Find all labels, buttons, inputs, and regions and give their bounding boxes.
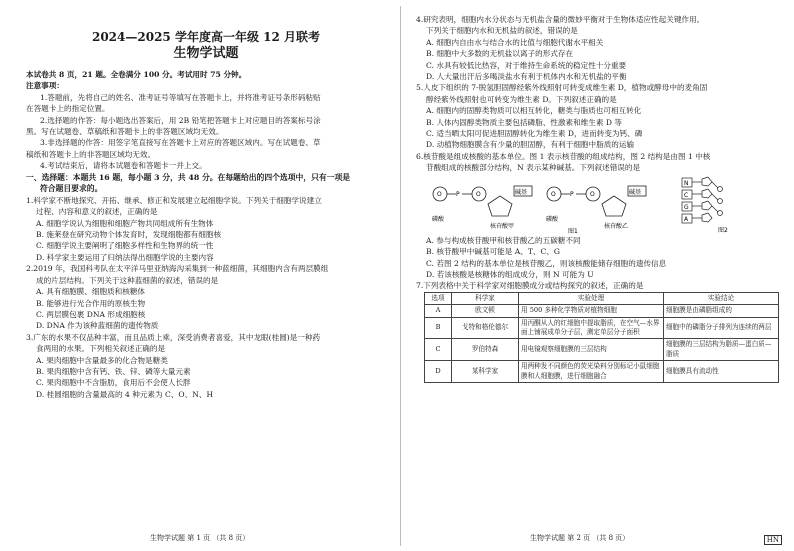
base-g-label: G: [684, 203, 689, 211]
question-5: [416, 82, 780, 150]
table-cell: 用丙酮从人的红细胞中提取脂质，在空气—水界面上铺展成单分子层，测定单层分子面积: [519, 317, 664, 339]
note-line: 稿纸和答题卡上的非答题区域均无效。: [26, 149, 156, 159]
question-stem: 食两用的水果。下列相关叙述正确的是: [36, 344, 166, 354]
table-cell: 戈特和格伦德尔: [452, 317, 519, 339]
question-stem: 4.研究表明，细胞内水分状态与无机盐含量的微妙平衡对于生物体适应性起关键作用。: [416, 15, 705, 24]
table-cell: 用电镜观察细胞膜的三层结构: [519, 339, 664, 361]
table-cell: 用两种发不同颜色的荧光染料分别标记小鼠细胞膜和人细胞膜，进行细胞融合: [519, 361, 664, 383]
question-4: [416, 14, 780, 82]
option-d: D. DNA 作为该种蓝细菌的遗传物质: [36, 321, 159, 331]
notes-title: 注意事项：: [26, 81, 64, 91]
option-b: B. 施莱登在研究动物个体发育时，发现细胞都有细胞核: [36, 230, 222, 240]
table-cell: C: [425, 339, 452, 361]
option-a: A. 具有细胞膜、细胞质和核糖体: [36, 287, 146, 297]
option-a: A. 细胞学说认为细胞和细胞产物共同组成所有生物体: [36, 218, 214, 228]
section-heading: 符合题目要求的。: [40, 184, 103, 194]
question-6: [416, 151, 780, 280]
section-heading: 一、选择题：本题共 16 题，每小题 3 分，共 48 分。在每题给出的四个选项中，只有一项是: [26, 172, 351, 182]
question-stem: 1.科学家不断地探究、开拓、继承、修正和发展建立起细胞学说。下列关于细胞学说建立: [26, 195, 322, 205]
option-a: A. 细胞内的固醇类物质可以相互转化，糖类与脂质也可相互转化: [426, 106, 642, 116]
svg-text:P: P: [570, 190, 574, 198]
table-header: 实验处理: [519, 292, 664, 304]
option-b: B. 果肉细胞中含有钙、铁、锌、磷等大量元素: [36, 366, 191, 376]
option-c: C. 细胞学说主要阐明了细胞多样性和生物界的统一性: [36, 241, 214, 251]
option-c: C. 若图 2 结构的基本单位是核苷酸乙，则该核酸能储存细胞的遗传信息: [426, 258, 667, 268]
table-header: 科学家: [452, 292, 519, 304]
table-cell: 某科学家: [452, 361, 519, 383]
note-line: 黑。写在试题卷、草稿纸和答题卡上的非答题区域均无效。: [26, 127, 224, 137]
question-1: [26, 195, 386, 263]
note-line: 3.非选择题的作答：用签字笔直接写在答题卡上对应的答题区域内。写在试题卷、草: [40, 138, 321, 148]
figure-2-caption: 图2: [718, 226, 728, 234]
base-c-label: C: [684, 191, 689, 199]
exam-title: 2024—2025 学年度高一年级 12 月联考: [91, 30, 321, 44]
nucleotide-b: [546, 186, 646, 230]
table-cell: 细胞中的磷脂分子排列为连续的两层: [664, 317, 779, 339]
figure-1-svg: [428, 176, 678, 234]
nucleotide-b-caption: 核苷酸乙: [604, 222, 629, 230]
question-stem: 苷酸组成的核酸部分结构，N 表示某种碱基。下列叙述错误的是: [426, 163, 641, 173]
table-row: [425, 305, 779, 317]
table-header: 选项: [425, 292, 452, 304]
question-2: [26, 263, 386, 331]
base-label: 碱基: [515, 188, 528, 196]
svg-text:O: O: [590, 190, 595, 198]
svg-text:P: P: [456, 190, 460, 198]
table-row: [425, 317, 779, 339]
exam-info: 本试卷共 8 页，21 题。全卷满分 100 分。考试用时 75 分钟。: [26, 70, 247, 79]
question-stem: 2.2019 年，我国科考队在太平洋马里亚纳海沟采集到一种蓝细菌，其细胞内含有两层膜组: [26, 264, 329, 274]
base-n-label: N: [684, 179, 689, 187]
svg-text:O: O: [476, 190, 481, 198]
note-line: 2.选择题的作答：每小题选出答案后，用 2B 铅笔把答题卡上对应题目的答案标号涂: [40, 115, 321, 125]
question-stem: 3.广东的水果不仅品种丰富，而且品质上乘，深受消费者喜爱，其中龙眼(桂圆)是一种药: [26, 332, 321, 342]
option-c: C. 适当晒太阳可促进胆固醇转化为维生素 D，进而转变为钙、磷: [426, 129, 643, 139]
question-stem: 下列关于细胞内水和无机盐的叙述，错误的是: [426, 26, 578, 36]
option-b: B. 能够进行光合作用的原核生物: [36, 298, 146, 308]
question-3: [26, 332, 386, 400]
option-a: A. 果肉细胞中含量最多的化合物是糖类: [36, 355, 168, 365]
region-badge: HN: [764, 535, 782, 545]
note-line: 4.考试结束后，请将本试题卷和答题卡一并上交。: [40, 161, 207, 171]
svg-text:O: O: [437, 190, 442, 198]
table-cell: 细胞膜的三层结构为脂质—蛋白质—脂质: [664, 339, 779, 361]
svg-text:O: O: [551, 190, 556, 198]
base-a-label: A: [684, 215, 689, 223]
figure-2-svg: [678, 176, 768, 234]
phosphate-label: 磷酸: [546, 215, 559, 223]
option-d: D. 科学家主要运用了归纳法得出细胞学说的主要内容: [36, 252, 214, 262]
option-d: D. 桂圆细胞的含量最高的 4 种元素为 C、O、N、H: [36, 389, 214, 399]
question-stem: 成的片层结构。下列关于这种蓝细菌的叙述，错误的是: [36, 275, 219, 285]
question-7: [416, 280, 780, 383]
table-row: [425, 361, 779, 383]
table-cell: 细胞膜具有流动性: [664, 361, 779, 383]
page-footer-left: 生物学试题 第 1 页 （共 8 页）: [150, 534, 250, 542]
option-d: D. 动植物细胞膜含有少量的胆固醇，有利于细胞中脂质的运输: [426, 140, 635, 150]
question-stem: 7.下列表格中关于科学家对细胞膜成分或结构探究的叙述，正确的是: [416, 281, 644, 291]
table-cell: 用 500 多种化学物质对植物细胞: [519, 305, 664, 317]
table-cell: 细胞膜是由磷脂组成的: [664, 305, 779, 317]
right-page: [400, 0, 794, 551]
option-c: C. 水具有较低比热容，对于维持生命系统的稳定性十分重要: [426, 60, 627, 70]
table-cell: 罗伯特森: [452, 339, 519, 361]
option-d: D. 人大量出汗后多喝淡盐水有利于机体内水和无机盐的平衡: [426, 72, 627, 82]
question-stem: 5.人皮下组织的 7-脱氢胆固醇经紫外线照射可转变成维生素 D，植物或酵母中的麦角固: [416, 83, 708, 93]
question-stem: 醇经紫外线照射也可转变为维生素 D。下列叙述正确的是: [426, 94, 617, 104]
question-stem: 过程、内容和意义的叙述，正确的是: [36, 207, 158, 217]
note-line: 在答题卡上的指定位置。: [26, 104, 110, 114]
table-cell: B: [425, 317, 452, 339]
option-a: A. 细胞内自由水与结合水的比值与细胞代谢水平相关: [426, 37, 604, 47]
option-b: B. 人体内固醇类物质主要包括磷脂、性激素和维生素 D 等: [426, 117, 622, 127]
option-d: D. 若该核酸是核糖体的组成成分，则 N 可能为 U: [426, 269, 594, 279]
question-stem: 6.核苷酸是组成核酸的基本单位。图 1 表示核苷酸的组成结构，图 2 结构是由图 1 中核: [416, 151, 711, 161]
experiment-table: [424, 292, 779, 383]
nucleotide-figure: [428, 176, 780, 234]
note-line: 1.答题前，先将自己的姓名、准考证号等填写在答题卡上，并将准考证号条形码粘贴: [40, 92, 321, 102]
table-cell: 欧文顿: [452, 305, 519, 317]
table-cell: D: [425, 361, 452, 383]
nucleotide-a-caption: 核苷酸甲: [490, 222, 515, 230]
figure-1-caption: 图1: [568, 227, 578, 234]
nucleotide-a: [432, 186, 532, 230]
option-c: C. 两层膜包裹 DNA 形成细胞核: [36, 309, 146, 319]
table-header: 实验结论: [664, 292, 779, 304]
table-cell: A: [425, 305, 452, 317]
table-row: [425, 339, 779, 361]
table-header-row: [425, 292, 779, 304]
option-b: B. 细胞中大多数的无机盐以离子的形式存在: [426, 49, 574, 59]
subject-title: 生物学试题: [173, 46, 239, 61]
option-a: A. 参与构成核苷酸甲和核苷酸乙的五碳糖不同: [426, 235, 581, 245]
page-footer-right: 生物学试题 第 2 页 （共 8 页）: [530, 534, 630, 542]
base-label: 碱基: [629, 188, 642, 196]
option-b: B. 核苷酸甲中碱基可能是 A、T、C、G: [426, 247, 560, 257]
phosphate-label: 磷酸: [432, 215, 445, 223]
option-c: C. 果肉细胞中不含脂肪，食用后不会使人长胖: [36, 378, 191, 388]
